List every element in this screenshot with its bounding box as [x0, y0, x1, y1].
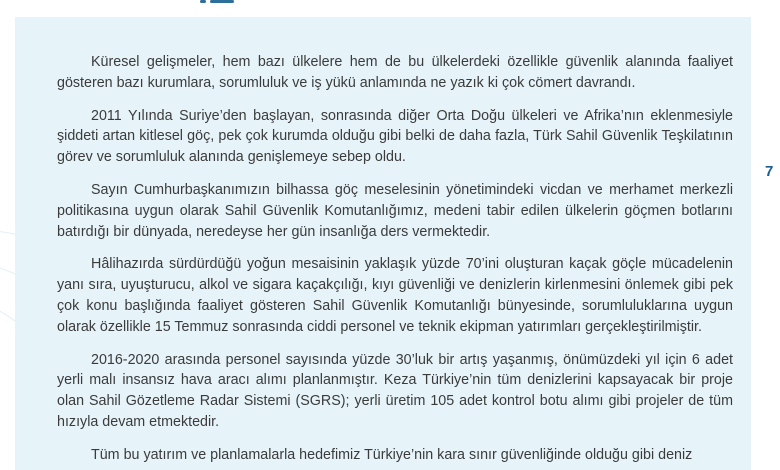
paragraph: Hâlihazırda sürdürdüğü yoğun mesaisinin yaklaşık yüzde 70’ini oluşturan kaçak göçle mücadelenin yanı sıra, uyuşturucu, alkol ve sigara kaçakçılığı, kıyı güvenliği ve denizlerin kirlenmesini önlemek gibi pek çok konu başlığında faaliyet gösteren Sahil Güvenlik Komutanlığı bünyesinde, sorumluluklarına uygun olarak özellikle 15 Temmuz sonrasında ciddi personel ve teknik ekipman yatırımları gerçekleştirilmiştir. — [57, 256, 733, 335]
paragraph: Küresel gelişmeler, hem bazı ülkelere hem de bu ülkelerdeki özellikle güvenlik alanında faaliyet gösteren bazı kurumlara, sorumluluk ve iş yükü anlamında ne yazık ki çok cömert davrandı. — [57, 54, 733, 91]
page-number: 7 — [765, 163, 774, 180]
paragraph: 2011 Yılında Suriye’den başlayan, sonrasında diğer Orta Doğu ülkeleri ve Afrika’nın eklenmesiyle şiddeti artan kitlesel göç, pek çok kurumda olduğu gibi belki de daha fazla, Türk Sahil Güvenlik Teşkilatının görev ve sorumluluk alanında genişlemeye sebep oldu. — [57, 107, 733, 166]
paragraph: 2016-2020 arasında personel sayısında yüzde 30’luk bir artış yaşanmış, önümüzdeki yıl için 6 adet yerli malı insansız hava aracı alımı planlanmıştır. Keza Türkiye’nin tüm denizlerini kapsayacak bir proje olan Sahil Gözetleme Radar Sistemi (SGRS); yerli üretim 105 adet kontrol botu alımı gibi projeler de tüm hızıyla devam etmektedir. — [57, 351, 733, 430]
paragraph: Tüm bu yatırım ve planlamalarla hedefimiz Türkiye’nin kara sınır güvenliğinde olduğu gibi deniz — [91, 446, 693, 463]
article-body — [57, 52, 733, 470]
header-ornament — [200, 0, 240, 4]
paragraph: Sayın Cumhurbaşkanımızın bilhassa göç meselesinin yönetimindeki vicdan ve merhamet merkezli politikasına uygun olarak Sahil Güvenlik Komutanlığımız, medeni tabir edilen ülkelerin göçmen botlarını batırdığı bir dünyada, neredeyse her gün insanlığa ders vermektedir. — [57, 181, 733, 240]
